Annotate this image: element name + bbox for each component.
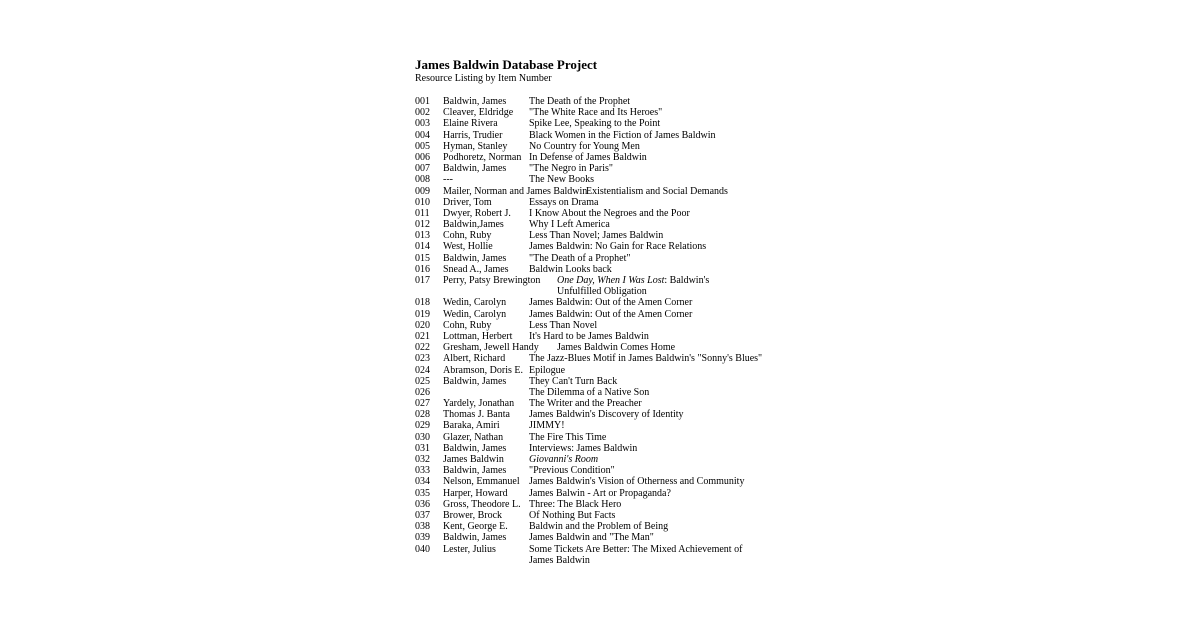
item-author: Thomas J. Banta xyxy=(443,409,510,421)
table-row xyxy=(415,297,795,308)
item-number: 004 xyxy=(415,129,430,141)
item-title xyxy=(529,465,769,476)
item-number: 010 xyxy=(415,196,430,208)
item-title xyxy=(529,432,769,443)
item-author: Podhoretz, Norman xyxy=(443,151,522,163)
item-title-text: "The Negro in Paris" xyxy=(529,163,613,175)
item-title xyxy=(529,353,769,364)
item-title-text: James Baldwin Comes Home xyxy=(557,342,676,354)
table-row xyxy=(415,387,795,398)
item-title-text: "Previous Condition" xyxy=(529,465,615,477)
item-number: 031 xyxy=(415,442,430,454)
table-row xyxy=(415,443,795,454)
item-title-text: James Baldwin: Out of the Amen Corner xyxy=(529,308,693,320)
item-number: 013 xyxy=(415,230,430,242)
item-author: Yardely, Jonathan xyxy=(443,398,515,410)
item-number: 021 xyxy=(415,330,430,342)
table-row xyxy=(415,320,795,331)
item-number: 003 xyxy=(415,118,430,130)
item-title xyxy=(529,230,769,241)
table-row xyxy=(415,376,795,387)
item-title xyxy=(529,264,769,275)
table-row xyxy=(415,398,795,409)
item-title-text: The Fire This Time xyxy=(529,431,607,443)
item-author: Elaine Rivera xyxy=(443,118,498,130)
item-author: Abramson, Doris E. xyxy=(443,364,523,376)
item-title-text: The Dilemma of a Native Son xyxy=(529,386,650,398)
item-title xyxy=(529,331,769,342)
item-number: 039 xyxy=(415,532,430,544)
item-title xyxy=(529,443,769,454)
item-number: 022 xyxy=(415,342,430,354)
item-author: Gresham, Jewell Handy xyxy=(443,342,539,354)
table-row xyxy=(415,331,795,342)
item-title xyxy=(529,476,769,487)
item-title xyxy=(529,96,769,107)
table-row xyxy=(415,544,795,566)
item-title xyxy=(529,141,769,152)
item-title-text: James Baldwin: No Gain for Race Relations xyxy=(529,241,707,253)
item-author: Albert, Richard xyxy=(443,353,506,365)
item-title xyxy=(529,152,769,163)
item-title-text: James Baldwin and "The Man" xyxy=(529,532,654,544)
item-author: Wedin, Carolyn xyxy=(443,308,507,320)
item-number: 029 xyxy=(415,420,430,432)
document-page xyxy=(415,57,795,566)
item-number: 033 xyxy=(415,465,430,477)
table-row xyxy=(415,118,795,129)
item-number: 006 xyxy=(415,151,430,163)
item-author: Perry, Patsy Brewington xyxy=(443,275,541,286)
item-title xyxy=(529,398,769,409)
item-title-text: Interviews: James Baldwin xyxy=(529,442,638,454)
item-title xyxy=(529,208,769,219)
item-title xyxy=(529,387,769,398)
item-number: 027 xyxy=(415,398,430,410)
item-title-text: "The Death of a Prophet" xyxy=(529,252,631,264)
item-title-text: The New Books xyxy=(529,174,594,186)
item-author: Harper, Howard xyxy=(443,487,508,499)
table-row xyxy=(415,130,795,141)
item-number: 024 xyxy=(415,364,430,376)
item-title xyxy=(529,488,769,499)
item-number: 012 xyxy=(415,219,430,231)
table-row xyxy=(415,152,795,163)
item-author: Harris, Trudier xyxy=(443,129,503,141)
table-row xyxy=(415,353,795,364)
item-title xyxy=(529,241,769,252)
item-author: Glazer, Nathan xyxy=(443,431,504,443)
item-number: 030 xyxy=(415,431,430,443)
document-title: James Baldwin Database Project xyxy=(415,57,598,72)
item-title xyxy=(529,219,769,230)
table-row xyxy=(415,409,795,420)
table-row xyxy=(415,107,795,118)
item-title xyxy=(529,320,769,331)
item-title xyxy=(529,107,769,118)
item-title-text: Some Tickets Are Better: The Mixed Achievement of James Baldwin xyxy=(529,543,743,566)
item-author: Baldwin, James xyxy=(443,252,507,264)
item-number: 028 xyxy=(415,409,430,421)
table-row xyxy=(415,309,795,320)
item-number: 037 xyxy=(415,509,430,521)
item-title xyxy=(529,365,769,376)
item-title-text: Black Women in the Fiction of James Baldwin xyxy=(529,129,716,141)
table-row xyxy=(415,465,795,476)
item-title-text: Epilogue xyxy=(529,364,566,376)
item-number: 035 xyxy=(415,487,430,499)
item-title-text: They Can't Turn Back xyxy=(529,375,618,387)
item-title-text: James Balwin - Art or Propaganda? xyxy=(529,487,671,499)
item-title xyxy=(529,454,769,465)
item-number: 023 xyxy=(415,353,430,365)
item-author: West, Hollie xyxy=(443,241,493,253)
item-title-text: Why I Left America xyxy=(529,219,610,231)
table-row xyxy=(415,208,795,219)
table-row xyxy=(415,275,795,297)
table-row xyxy=(415,532,795,543)
item-title-text: Less Than Novel xyxy=(529,319,598,331)
item-title-text: Three: The Black Hero xyxy=(529,498,622,510)
item-title-text: Essays on Drama xyxy=(529,196,599,208)
item-title xyxy=(557,275,755,297)
item-number: 025 xyxy=(415,375,430,387)
item-title-text: The Death of the Prophet xyxy=(529,96,631,107)
item-title-text: I Know About the Negroes and the Poor xyxy=(529,207,690,219)
item-author: Baraka, Amiri xyxy=(443,420,500,432)
item-title xyxy=(529,253,769,264)
document-subtitle: Resource Listing by Item Number xyxy=(415,73,552,84)
item-title xyxy=(529,309,769,320)
item-author: Kent, George E. xyxy=(443,521,508,533)
table-row xyxy=(415,253,795,264)
item-number: 036 xyxy=(415,498,430,510)
item-title xyxy=(529,174,769,185)
item-author: Snead A., James xyxy=(443,263,509,275)
item-title-text: Spike Lee, Speaking to the Point xyxy=(529,118,661,130)
table-row xyxy=(415,219,795,230)
item-title-text: Baldwin Looks back xyxy=(529,263,612,275)
item-title xyxy=(586,186,826,197)
item-author: Baldwin, James xyxy=(443,465,507,477)
item-title-text: Baldwin and the Problem of Being xyxy=(529,521,669,533)
item-number: 015 xyxy=(415,252,430,264)
item-author: Gross, Theodore L. xyxy=(443,498,521,510)
table-row xyxy=(415,264,795,275)
item-number: 016 xyxy=(415,263,430,275)
table-row xyxy=(415,521,795,532)
item-title xyxy=(557,342,797,353)
item-author: Mailer, Norman and James Baldwin xyxy=(443,185,588,197)
item-number: 011 xyxy=(415,207,430,219)
item-author: Baldwin, James xyxy=(443,96,507,107)
item-number: 020 xyxy=(415,319,430,331)
table-row xyxy=(415,432,795,443)
table-row xyxy=(415,365,795,376)
item-title xyxy=(529,521,769,532)
item-author: Lottman, Herbert xyxy=(443,330,513,342)
table-row xyxy=(415,476,795,487)
item-title-text: The Writer and the Preacher xyxy=(529,398,642,410)
item-number: 014 xyxy=(415,241,430,253)
table-row xyxy=(415,197,795,208)
table-row xyxy=(415,96,795,107)
item-title-text: "The White Race and Its Heroes" xyxy=(529,107,663,119)
item-author: Cohn, Ruby xyxy=(443,319,492,331)
item-number: 017 xyxy=(415,275,430,286)
item-title-text: James Baldwin's Vision of Otherness and Community xyxy=(529,476,745,488)
item-title-text: James Baldwin's Discovery of Identity xyxy=(529,409,684,421)
table-row xyxy=(415,488,795,499)
resource-list xyxy=(415,96,795,566)
item-title xyxy=(529,510,769,521)
item-author: Baldwin, James xyxy=(443,442,507,454)
item-title-text: Less Than Novel; James Baldwin xyxy=(529,230,664,242)
item-number: 001 xyxy=(415,96,430,107)
item-number: 008 xyxy=(415,174,430,186)
item-number: 038 xyxy=(415,521,430,533)
item-author: Hyman, Stanley xyxy=(443,140,508,152)
item-author: Nelson, Emmanuel xyxy=(443,476,520,488)
table-row xyxy=(415,454,795,465)
item-author: Baldwin, James xyxy=(443,163,507,175)
item-title-text: No Country for Young Men xyxy=(529,140,640,152)
item-number: 007 xyxy=(415,163,430,175)
item-number: 005 xyxy=(415,140,430,152)
item-author: Lester, Julius xyxy=(443,543,496,555)
table-row xyxy=(415,186,795,197)
item-title xyxy=(529,544,769,566)
item-title-text: It's Hard to be James Baldwin xyxy=(529,330,649,342)
table-row xyxy=(415,420,795,431)
item-title-text: The Jazz-Blues Motif in James Baldwin's "Sonny's Blues" xyxy=(529,353,763,365)
table-row xyxy=(415,342,795,353)
item-title xyxy=(529,532,769,543)
item-author: Dwyer, Robert J. xyxy=(443,207,511,219)
item-number: 032 xyxy=(415,454,430,466)
item-number: 040 xyxy=(415,543,430,555)
item-number: 019 xyxy=(415,308,430,320)
item-title-text: Existentialism and Social Demands xyxy=(586,185,728,197)
item-number: 018 xyxy=(415,297,430,309)
item-author: Brower, Brock xyxy=(443,509,503,521)
item-title xyxy=(529,118,769,129)
item-number: 009 xyxy=(415,185,430,197)
item-author: Baldwin,James xyxy=(443,219,504,231)
item-title-text: In Defense of James Baldwin xyxy=(529,151,647,163)
item-title xyxy=(529,376,769,387)
item-title xyxy=(529,420,769,431)
item-author: --- xyxy=(443,174,453,186)
item-title xyxy=(529,409,769,420)
item-author: James Baldwin xyxy=(443,454,504,466)
item-author: Cohn, Ruby xyxy=(443,230,492,242)
item-title-text: JIMMY! xyxy=(529,420,565,432)
item-title-italic: One Day, When I Was Lost xyxy=(557,275,665,286)
item-number: 034 xyxy=(415,476,430,488)
item-title xyxy=(529,297,769,308)
table-row xyxy=(415,499,795,510)
item-title-text: : Baldwin's Unfulfilled Obligation xyxy=(557,275,710,298)
item-author: Cleaver, Eldridge xyxy=(443,107,514,119)
table-row xyxy=(415,241,795,252)
item-title-text: Of Nothing But Facts xyxy=(529,509,616,521)
item-author: Baldwin, James xyxy=(443,532,507,544)
item-title xyxy=(529,163,769,174)
item-title-text: James Baldwin: Out of the Amen Corner xyxy=(529,297,693,309)
table-row xyxy=(415,163,795,174)
table-row xyxy=(415,510,795,521)
table-row xyxy=(415,174,795,185)
table-row xyxy=(415,230,795,241)
item-author: Wedin, Carolyn xyxy=(443,297,507,309)
item-title xyxy=(529,197,769,208)
item-author: Baldwin, James xyxy=(443,375,507,387)
item-author: Driver, Tom xyxy=(443,196,492,208)
table-row xyxy=(415,141,795,152)
item-title-italic: Giovanni's Room xyxy=(529,454,599,466)
item-number: 026 xyxy=(415,386,430,398)
item-number: 002 xyxy=(415,107,430,119)
item-title xyxy=(529,499,769,510)
item-title xyxy=(529,130,769,141)
